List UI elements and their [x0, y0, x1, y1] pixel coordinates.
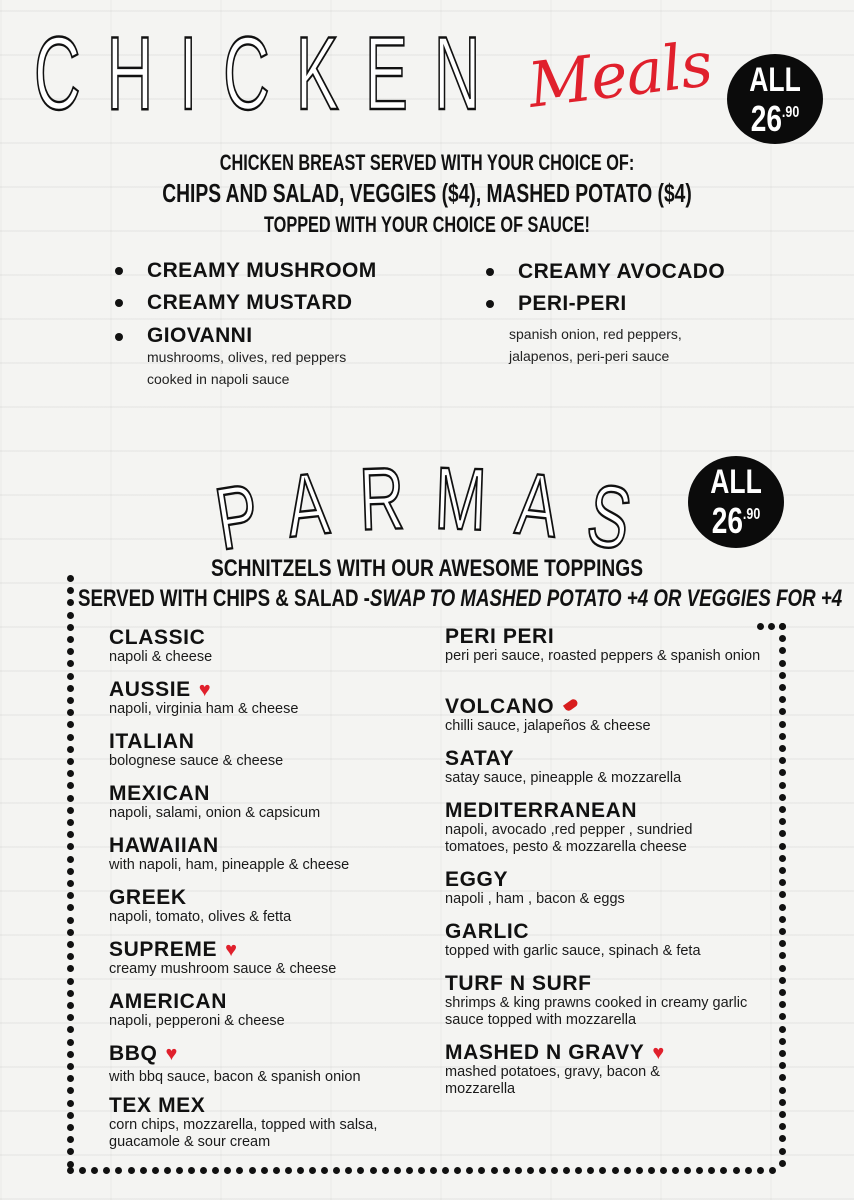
border-dot — [779, 721, 786, 728]
border-dot — [466, 1167, 473, 1174]
border-dot — [779, 1026, 786, 1033]
border-dot — [67, 1026, 74, 1033]
border-dot — [67, 990, 74, 997]
border-dot — [779, 1013, 786, 1020]
desc-line: jalapenos, peri-peri sauce — [509, 348, 670, 364]
heart-icon: ♥ — [165, 1043, 178, 1065]
item-desc: napoli & cheese — [109, 649, 213, 665]
badge-price-cents: .90 — [781, 104, 800, 121]
border-dot — [733, 1167, 740, 1174]
menu-item — [109, 679, 298, 718]
border-dot — [551, 1167, 558, 1174]
border-dot — [188, 1167, 195, 1174]
border-dot — [779, 660, 786, 667]
border-dot — [297, 1167, 304, 1174]
border-dot — [563, 1167, 570, 1174]
border-dot — [67, 795, 74, 802]
border-dot — [67, 1100, 74, 1107]
border-dot — [285, 1167, 292, 1174]
item-desc: topped with garlic sauce, spinach & feta — [445, 943, 701, 959]
menu-item — [445, 921, 701, 960]
sauce-creamy-avocado: CREAMY AVOCADO — [518, 260, 726, 283]
border-dot — [67, 1051, 74, 1058]
border-dot — [249, 1167, 256, 1174]
border-dot — [779, 635, 786, 642]
badge-all-label: ALL — [749, 61, 801, 99]
parmas-letter: A — [511, 453, 564, 556]
border-dot — [67, 904, 74, 911]
border-dot — [67, 575, 74, 582]
border-dot — [67, 1112, 74, 1119]
item-name: PERI PERI — [445, 625, 555, 648]
border-dot — [478, 1167, 485, 1174]
bullet — [486, 268, 494, 276]
border-dot — [152, 1167, 159, 1174]
intro-plain-text: SERVED WITH CHIPS & SALAD - — [78, 585, 370, 612]
border-dot — [357, 1167, 364, 1174]
border-dot — [67, 685, 74, 692]
border-dot — [779, 757, 786, 764]
intro-italic-text: SWAP TO MASHED POTATO +4 OR VEGGIES FOR +4 — [369, 585, 843, 612]
border-dot — [779, 952, 786, 959]
border-dot — [779, 855, 786, 862]
border-dot — [67, 612, 74, 619]
border-dot — [67, 929, 74, 936]
border-dot — [67, 1075, 74, 1082]
border-dot — [587, 1167, 594, 1174]
menu-item — [445, 1042, 765, 1098]
border-dot — [779, 806, 786, 813]
border-dot — [779, 1160, 786, 1167]
item-desc: shrimps & king prawns cooked in creamy garlic sauce topped with mozzarella — [445, 995, 748, 1028]
item-desc: napoli, pepperoni & cheese — [109, 1013, 285, 1029]
parmas-price-badge — [688, 456, 784, 548]
border-dot — [67, 965, 74, 972]
item-desc: corn chips, mozzarella, topped with salsa, guacamole & sour cream — [109, 1117, 378, 1150]
border-dot — [67, 721, 74, 728]
border-dot — [779, 782, 786, 789]
border-dot — [779, 904, 786, 911]
badge-price-dollars: 26 — [711, 500, 743, 541]
border-dot — [67, 831, 74, 838]
border-dot — [779, 696, 786, 703]
border-dot — [779, 1111, 786, 1118]
border-dot — [779, 830, 786, 837]
border-dot — [539, 1167, 546, 1174]
border-dot — [660, 1167, 667, 1174]
border-dot — [612, 1167, 619, 1174]
border-dot — [67, 697, 74, 704]
border-dot — [91, 1167, 98, 1174]
border-dot — [757, 1167, 764, 1174]
border-dot — [779, 879, 786, 886]
meals-script-title: Meals — [524, 27, 716, 122]
border-dot — [779, 928, 786, 935]
border-dot — [67, 1148, 74, 1155]
item-desc: with napoli, ham, pineapple & cheese — [109, 857, 350, 873]
border-dot — [779, 965, 786, 972]
border-dot — [67, 856, 74, 863]
sauce-creamy-mushroom: CREAMY MUSHROOM — [147, 259, 377, 282]
border-dot — [67, 868, 74, 875]
border-dot — [224, 1167, 231, 1174]
border-dot — [67, 673, 74, 680]
item-name — [445, 696, 651, 718]
border-dot — [67, 880, 74, 887]
item-name-text: BBQ — [109, 1042, 158, 1065]
border-dot — [779, 794, 786, 801]
menu-item — [109, 627, 212, 666]
border-dot — [779, 1099, 786, 1106]
border-dot — [779, 733, 786, 740]
item-desc: napoli, virginia ham & cheese — [109, 701, 299, 717]
heart-icon: ♥ — [652, 1042, 665, 1064]
item-name: HAWAIIAN — [109, 834, 219, 857]
border-dot — [370, 1167, 377, 1174]
bullet — [115, 299, 123, 307]
menu-item — [109, 783, 320, 822]
desc-line: spanish onion, red peppers, — [509, 326, 682, 342]
item-desc: napoli, tomato, olives & fetta — [109, 909, 292, 925]
chili-icon — [563, 698, 579, 713]
border-dot — [779, 1148, 786, 1155]
border-dot — [769, 1167, 776, 1174]
border-dot — [128, 1167, 135, 1174]
border-dot — [779, 977, 786, 984]
badge-price — [699, 498, 774, 541]
border-dot — [575, 1167, 582, 1174]
border-dot — [67, 978, 74, 985]
border-dot — [636, 1167, 643, 1174]
border-dot — [515, 1167, 522, 1174]
border-dot — [779, 623, 786, 630]
bullet — [115, 267, 123, 275]
border-dot — [779, 1074, 786, 1081]
menu-item — [445, 748, 681, 787]
chicken-intro-line3: TOPPED WITH YOUR CHOICE OF SAUCE! — [264, 212, 590, 237]
border-dot — [261, 1167, 268, 1174]
border-dot — [624, 1167, 631, 1174]
heart-icon: ♥ — [225, 939, 238, 961]
chicken-title: CHICKEN — [34, 16, 507, 132]
border-dot — [779, 1135, 786, 1142]
border-dot — [779, 684, 786, 691]
menu-item — [109, 887, 291, 926]
border-dot — [67, 624, 74, 631]
border-dot — [648, 1167, 655, 1174]
border-dot — [67, 636, 74, 643]
border-dot — [779, 1087, 786, 1094]
border-dot — [672, 1167, 679, 1174]
sauce-peri-peri: PERI-PERI — [518, 292, 627, 315]
bullet — [486, 300, 494, 308]
border-dot — [67, 758, 74, 765]
border-dot — [67, 1002, 74, 1009]
border-dot — [779, 1038, 786, 1045]
border-dot — [67, 1014, 74, 1021]
border-dot — [67, 917, 74, 924]
border-dot — [176, 1167, 183, 1174]
desc-line: mushrooms, olives, red peppers — [147, 349, 347, 365]
border-dot — [321, 1167, 328, 1174]
border-dot — [491, 1167, 498, 1174]
border-dot — [67, 892, 74, 899]
parmas-letter: R — [357, 448, 406, 549]
border-dot — [418, 1167, 425, 1174]
desc-line: cooked in napoli sauce — [147, 371, 290, 387]
border-dot — [67, 648, 74, 655]
badge-price-cents: .90 — [742, 506, 761, 523]
border-dot — [67, 734, 74, 741]
menu-item — [445, 696, 651, 735]
border-dot — [67, 1063, 74, 1070]
border-dot — [212, 1167, 219, 1174]
border-dot — [67, 1087, 74, 1094]
item-name — [109, 679, 298, 701]
menu-item — [109, 731, 283, 770]
parmas-letter: M — [433, 448, 489, 549]
menu-item — [109, 991, 285, 1030]
border-dot — [406, 1167, 413, 1174]
item-name — [109, 1043, 361, 1065]
border-dot — [394, 1167, 401, 1174]
menu-item — [109, 1095, 409, 1151]
item-name: EGGY — [445, 868, 509, 891]
sauce-peri-peri-desc — [509, 323, 682, 367]
menu-item — [109, 1043, 361, 1086]
border-dot — [382, 1167, 389, 1174]
item-name: GARLIC — [445, 920, 530, 943]
border-dot — [236, 1167, 243, 1174]
border-dot — [720, 1167, 727, 1174]
border-dot — [200, 1167, 207, 1174]
item-name: SATAY — [445, 747, 515, 770]
border-dot — [779, 867, 786, 874]
item-name: AMERICAN — [109, 990, 227, 1013]
item-desc: napoli, salami, onion & capsicum — [109, 805, 321, 821]
badge-price-dollars: 26 — [750, 98, 782, 139]
border-dot — [67, 587, 74, 594]
border-dot — [779, 891, 786, 898]
border-dot — [527, 1167, 534, 1174]
border-dot — [67, 746, 74, 753]
border-dot — [273, 1167, 280, 1174]
border-dot — [345, 1167, 352, 1174]
border-dot — [454, 1167, 461, 1174]
border-dot — [779, 672, 786, 679]
chicken-price-badge — [727, 54, 823, 144]
item-name — [109, 939, 336, 961]
border-dot — [684, 1167, 691, 1174]
border-dot — [503, 1167, 510, 1174]
item-name: TEX MEX — [109, 1094, 206, 1117]
item-desc: napoli, avocado ,red pepper , sundried tomatoes, pesto & mozzarella cheese — [445, 822, 693, 855]
border-dot — [67, 770, 74, 777]
border-dot — [103, 1167, 110, 1174]
border-dot — [779, 1001, 786, 1008]
item-desc: creamy mushroom sauce & cheese — [109, 961, 337, 977]
item-name: CLASSIC — [109, 626, 206, 649]
border-dot — [779, 940, 786, 947]
parmas-letter: S — [580, 464, 639, 569]
border-dot — [67, 1136, 74, 1143]
border-dot — [779, 1123, 786, 1130]
border-dot — [708, 1167, 715, 1174]
border-dot — [779, 989, 786, 996]
item-name: GREEK — [109, 886, 187, 909]
chicken-intro-line2: CHIPS AND SALAD, VEGGIES ($4), MASHED POTATO ($4) — [162, 178, 692, 208]
border-dot — [67, 1167, 74, 1174]
parmas-letter: A — [281, 453, 333, 556]
item-name-text: SUPREME — [109, 938, 218, 961]
border-dot — [779, 769, 786, 776]
item-name: ITALIAN — [109, 730, 195, 753]
item-name-text: MASHED N GRAVY — [445, 1041, 645, 1064]
border-dot — [67, 1124, 74, 1131]
item-name: TURF N SURF — [445, 972, 592, 995]
border-dot — [67, 782, 74, 789]
border-dot — [779, 818, 786, 825]
border-dot — [67, 807, 74, 814]
item-desc: mashed potatoes, gravy, bacon & mozzarella — [445, 1064, 660, 1097]
border-dot — [115, 1167, 122, 1174]
item-desc: with bbq sauce, bacon & spanish onion — [109, 1069, 361, 1085]
parmas-intro-line2 — [78, 585, 843, 613]
sauce-creamy-mustard: CREAMY MUSTARD — [147, 291, 353, 314]
border-dot — [779, 647, 786, 654]
border-dot — [779, 745, 786, 752]
sauce-giovanni-desc — [147, 346, 346, 390]
item-name: MEXICAN — [109, 782, 211, 805]
border-dot — [67, 843, 74, 850]
border-dot — [779, 1062, 786, 1069]
item-name-text: AUSSIE — [109, 678, 191, 701]
menu-item — [445, 869, 625, 908]
menu-item — [445, 800, 765, 856]
border-dot — [67, 599, 74, 606]
menu-item — [445, 973, 765, 1029]
border-dot — [140, 1167, 147, 1174]
border-dot — [67, 941, 74, 948]
border-dot — [333, 1167, 340, 1174]
item-desc: napoli , ham , bacon & eggs — [445, 891, 625, 907]
chicken-intro-line1: CHICKEN BREAST SERVED WITH YOUR CHOICE OF: — [219, 150, 635, 175]
border-dot — [779, 916, 786, 923]
menu-item — [445, 626, 775, 665]
border-dot — [67, 709, 74, 716]
parmas-intro-line1: SCHNITZELS WITH OUR AWESOME TOPPINGS — [210, 555, 644, 582]
item-name-text: VOLCANO — [445, 695, 555, 718]
border-dot — [67, 1039, 74, 1046]
border-dot — [779, 708, 786, 715]
badge-price — [738, 96, 813, 139]
border-dot — [779, 1050, 786, 1057]
item-name: MEDITERRANEAN — [445, 799, 638, 822]
border-dot — [442, 1167, 449, 1174]
border-dot — [67, 660, 74, 667]
item-desc: chilli sauce, jalapeños & cheese — [445, 718, 651, 734]
heart-icon: ♥ — [198, 679, 212, 701]
border-dot — [79, 1167, 86, 1174]
border-dot — [67, 819, 74, 826]
item-desc: satay sauce, pineapple & mozzarella — [445, 770, 682, 786]
border-dot — [599, 1167, 606, 1174]
bullet — [115, 333, 123, 341]
border-dot — [67, 953, 74, 960]
menu-item — [109, 835, 349, 874]
border-dot — [309, 1167, 316, 1174]
border-dot — [779, 843, 786, 850]
item-name — [445, 1042, 765, 1064]
item-desc: peri peri sauce, roasted peppers & spanish onion — [445, 648, 761, 664]
border-dot — [430, 1167, 437, 1174]
sauce-giovanni: GIOVANNI — [147, 324, 253, 347]
border-dot — [745, 1167, 752, 1174]
item-desc: bolognese sauce & cheese — [109, 753, 284, 769]
menu-item — [109, 939, 336, 978]
badge-all-label: ALL — [710, 463, 762, 501]
border-dot — [696, 1167, 703, 1174]
parmas-letter: P — [209, 464, 266, 569]
border-dot — [164, 1167, 171, 1174]
